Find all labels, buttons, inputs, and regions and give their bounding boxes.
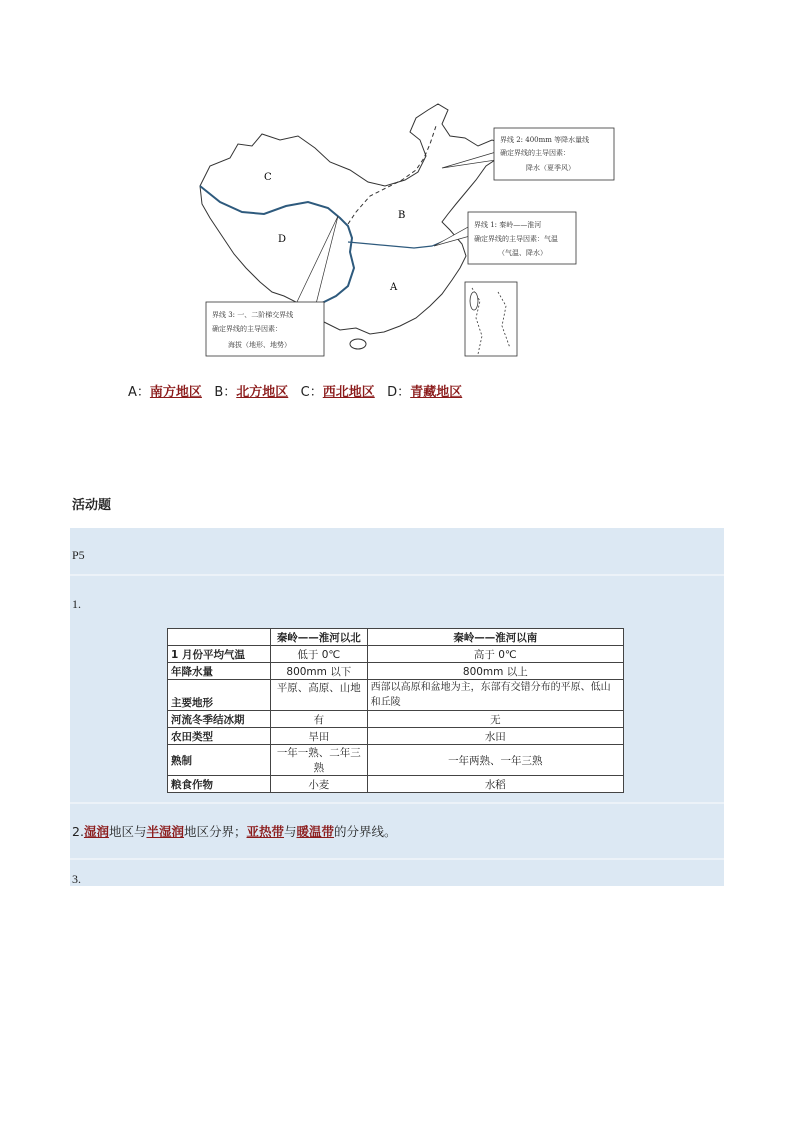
section-title: 活动题 xyxy=(72,498,112,513)
answer-c-value: 西北地区 xyxy=(322,385,375,400)
taiwan-island xyxy=(470,292,478,310)
q2-text-4: 的分界线。 xyxy=(334,824,397,839)
table-header-cell: 秦岭——淮河以南 xyxy=(367,629,623,646)
table-cell: 主要地形 xyxy=(168,680,271,711)
table-cell: 有 xyxy=(271,711,368,728)
map-label-c: C xyxy=(264,172,272,183)
question-3-number: 3. xyxy=(72,872,81,886)
answer-c-label: C： xyxy=(300,385,323,400)
box3-line3: 海拔（地形、地势） xyxy=(228,341,291,349)
table-cell: 熟制 xyxy=(168,745,271,776)
box3-line1: 界线 3: 一、二阶梯交界线 xyxy=(212,311,294,319)
table-header-cell: 秦岭——淮河以北 xyxy=(271,629,368,646)
table-header-row xyxy=(168,629,624,646)
map-label-b: B xyxy=(398,210,406,221)
page-ref-label: P5 xyxy=(72,548,85,562)
answer-b-value: 北方地区 xyxy=(236,385,289,400)
q2-keyword-1: 湿润 xyxy=(83,824,109,839)
answer-d-value: 青藏地区 xyxy=(410,385,463,400)
table-cell: 800mm 以下 xyxy=(271,663,368,680)
box1-line1: 界线 1: 秦岭——淮河 xyxy=(474,221,542,229)
q2-text-3: 与 xyxy=(284,824,297,839)
q2-keyword-2: 半湿润 xyxy=(146,824,184,839)
q2-prefix: 2. xyxy=(72,824,84,839)
table-cell: 低于 0℃ xyxy=(271,646,368,663)
row-divider-1 xyxy=(70,574,724,576)
table-cell: 水田 xyxy=(367,728,623,745)
map-svg xyxy=(180,96,620,358)
answers-line xyxy=(128,381,462,400)
china-outline xyxy=(200,104,505,334)
q2-keyword-4: 暖温带 xyxy=(296,824,335,839)
map-label-a: A xyxy=(390,282,398,293)
table-cell: 河流冬季结冰期 xyxy=(168,711,271,728)
box1-line2: 确定界线的主导因素：气温 xyxy=(474,235,558,243)
table-row xyxy=(168,680,624,711)
table-row xyxy=(168,646,624,663)
map-label-d: D xyxy=(278,234,287,245)
table-row xyxy=(168,728,624,745)
table-cell: 水稻 xyxy=(367,776,623,793)
hainan-island xyxy=(350,339,366,349)
answer-b-label: B： xyxy=(214,385,237,400)
table-cell: 1 月份平均气温 xyxy=(168,646,271,663)
table-cell: 西部以高原和盆地为主，东部有交错分布的平原、低山和丘陵 xyxy=(367,680,623,711)
table-header-cell xyxy=(168,629,271,646)
china-regions-map xyxy=(180,96,620,358)
table-cell: 小麦 xyxy=(271,776,368,793)
question-2-answer xyxy=(72,822,397,840)
table-cell: 平原、高原、山地 xyxy=(271,680,368,711)
q2-text-2: 地区分界； xyxy=(183,824,247,839)
comparison-table xyxy=(167,628,624,793)
table-cell: 一年一熟、二年三熟 xyxy=(271,745,368,776)
table-row xyxy=(168,745,624,776)
answer-d-label: D： xyxy=(387,385,411,400)
table-cell: 粮食作物 xyxy=(168,776,271,793)
row-divider-2 xyxy=(70,802,724,804)
question-1-number: 1. xyxy=(72,597,81,611)
box2-line2: 确定界线的主导因素： xyxy=(500,149,570,157)
answer-a-label: A： xyxy=(128,385,150,400)
table-cell: 一年两熟、一年三熟 xyxy=(367,745,623,776)
q2-keyword-3: 亚热带 xyxy=(246,824,285,839)
answer-a-value: 南方地区 xyxy=(149,385,202,400)
table-row xyxy=(168,776,624,793)
table-cell: 高于 0℃ xyxy=(367,646,623,663)
table-cell: 年降水量 xyxy=(168,663,271,680)
box3-line2: 确定界线的主导因素： xyxy=(212,325,282,333)
q2-text-1: 地区与 xyxy=(108,824,147,839)
box2-line1: 界线 2: 400mm 等降水量线 xyxy=(500,136,590,144)
table-cell: 800mm 以上 xyxy=(367,663,623,680)
table-cell: 农田类型 xyxy=(168,728,271,745)
table-row xyxy=(168,711,624,728)
table-cell: 无 xyxy=(367,711,623,728)
table-cell: 旱田 xyxy=(271,728,368,745)
box2-line3: 降水（夏季风） xyxy=(526,164,575,172)
table-row xyxy=(168,663,624,680)
row-divider-3 xyxy=(70,858,724,860)
box1-line3: （气温、降水） xyxy=(498,249,547,257)
